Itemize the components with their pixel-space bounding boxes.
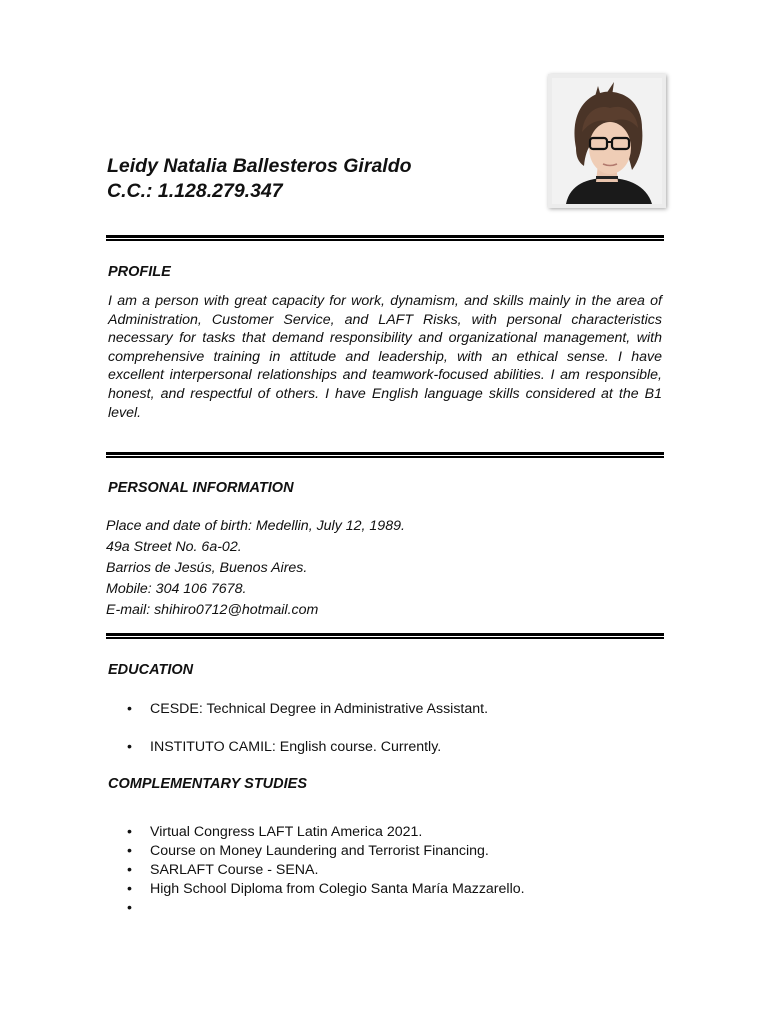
id-number: C.C.: 1.128.279.347: [107, 180, 283, 202]
list-item: • INSTITUTO CAMIL: English course. Currently.: [108, 738, 488, 776]
full-name: Leidy Natalia Ballesteros Giraldo: [107, 155, 412, 177]
list-item: • High School Diploma from Colegio Santa María Mazzarello.: [108, 880, 525, 899]
profile-text: I am a person with great capacity for work, dynamism, and skills mainly in the area of Administration, Customer Service, and LAFT Risks, with personal characteristics necessary for tasks that demand responsibility and organizational management, with comprehensive training in attitude and leadership, with an ethical sense. I have excellent interpersonal relationships and teamwork-focused abilities. I am responsible, honest, and respectful of others. I have English language skills considered at the B1 level.: [108, 293, 662, 421]
name-block: [107, 154, 412, 204]
list-item: [108, 899, 525, 918]
list-item: • SARLAFT Course - SENA.: [108, 861, 525, 880]
list-item: • Virtual Congress LAFT Latin America 2021.: [108, 823, 525, 842]
profile-heading: PROFILE: [108, 264, 171, 280]
profile-photo: [548, 74, 666, 208]
list-item: • Course on Money Laundering and Terrorist Financing.: [108, 842, 525, 861]
email-address: E-mail: shihiro0712@hotmail.com: [106, 602, 319, 618]
education-list: [108, 700, 488, 776]
complementary-studies-heading: COMPLEMENTARY STUDIES: [108, 776, 307, 792]
portrait-image: [552, 78, 662, 204]
section-divider: [106, 633, 664, 639]
section-divider: [106, 452, 664, 458]
birth-info: Place and date of birth: Medellin, July 12, 1989.: [106, 518, 405, 534]
list-item: • CESDE: Technical Degree in Administrative Assistant.: [108, 700, 488, 738]
street-address: 49a Street No. 6a-02.: [106, 539, 242, 555]
complementary-studies-list: [108, 823, 525, 918]
section-divider: [106, 235, 664, 241]
neighborhood: Barrios de Jesús, Buenos Aires.: [106, 560, 308, 576]
mobile-number: Mobile: 304 106 7678.: [106, 581, 247, 597]
education-heading: EDUCATION: [108, 662, 194, 678]
personal-info-heading: PERSONAL INFORMATION: [108, 480, 294, 496]
personal-info: [106, 516, 405, 621]
